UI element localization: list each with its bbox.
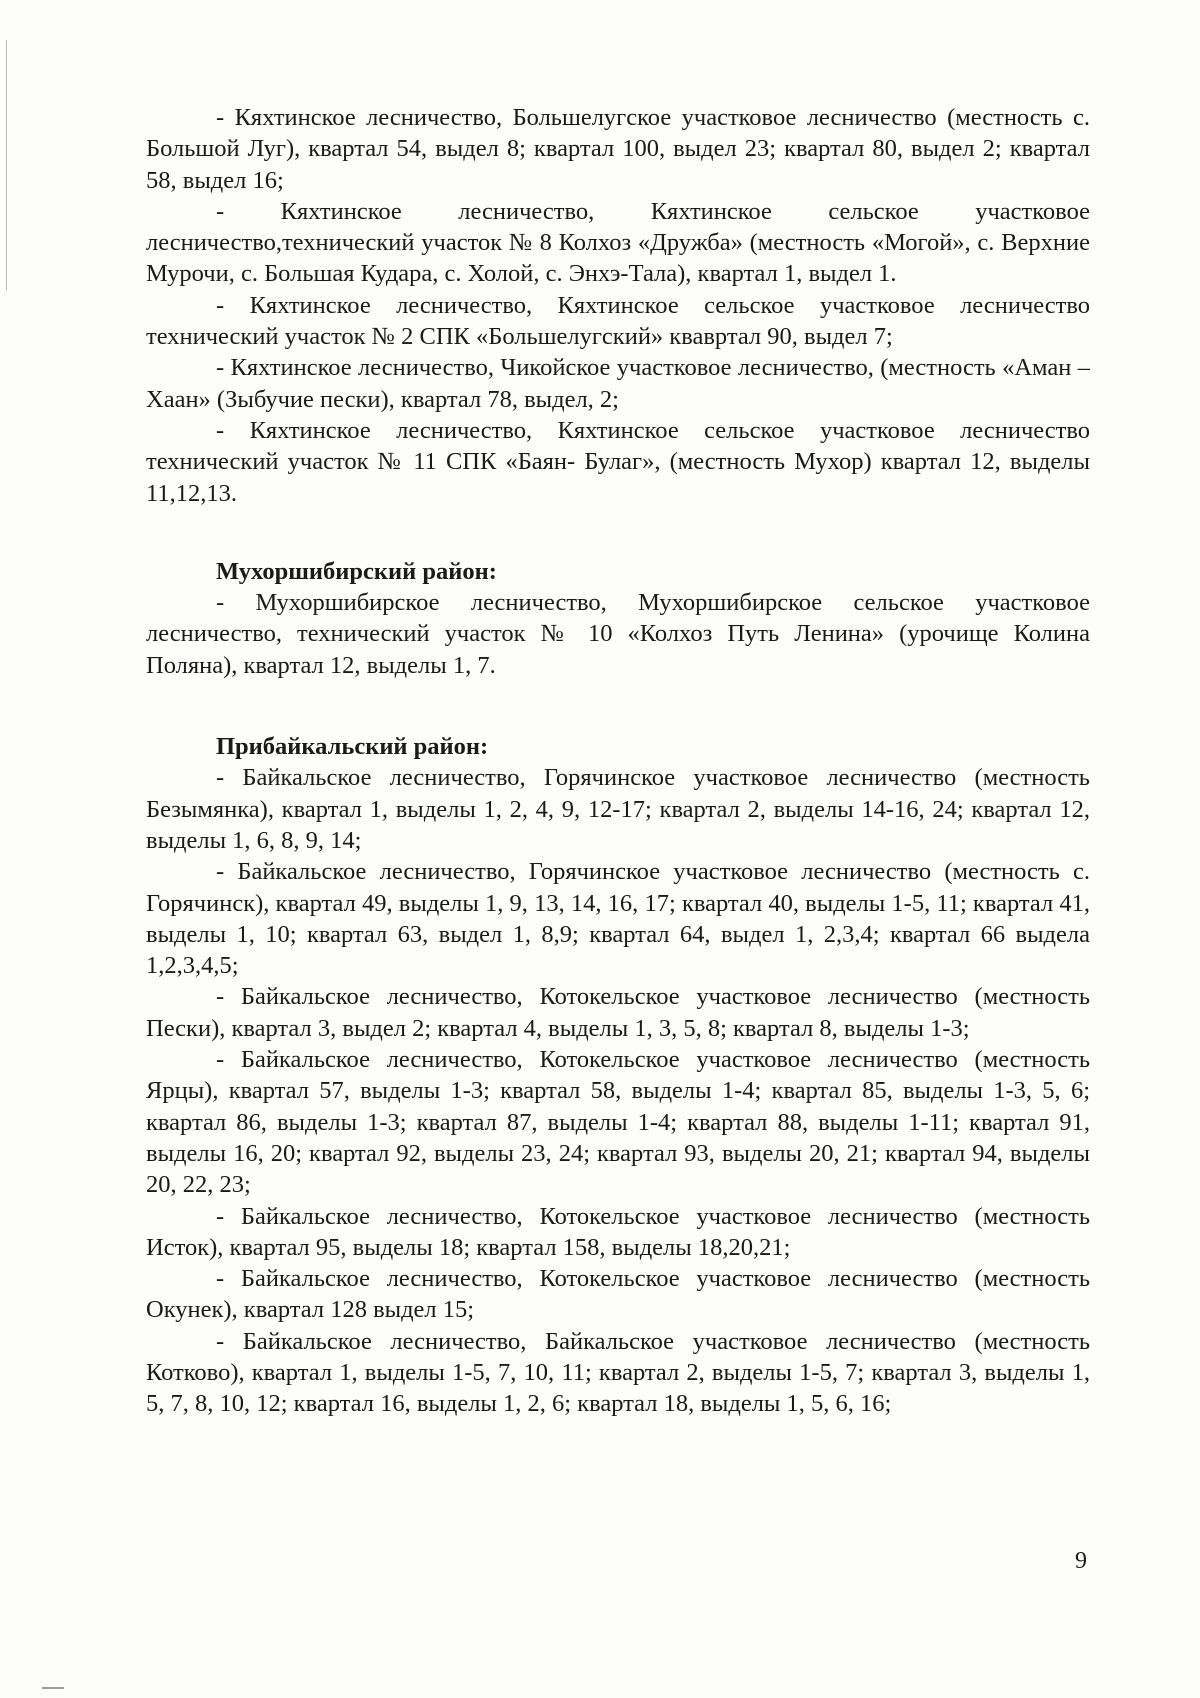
list-item: - Байкальское лесничество, Котокельское участковое лесничество (местность Окунек), квартал 128 выдел 15; [146,1265,1090,1324]
list-item: - Байкальское лесничество, Горячинское участковое лесничество (местность с. Горячинск), квартал 49, выделы 1, 9, 13, 14, 16, 17; квартал 40, выделы 1-5, 11; квартал 41, выделы 1, 10; квартал 63, выдел 1, 8,9; квартал 64, выдел 1, 2,3,4; квартал 66 выдела 1,2,3,4,5; [146,858,1090,980]
section-spacer [146,681,1090,731]
section-heading-mukhorshibir: Мухоршибирский район: [216,557,497,585]
section-spacer [146,509,1090,556]
list-item: - Мухоршибирское лесничество, Мухоршибирское сельское участковое лесничество, технический участок № 10 «Колхоз Путь Ленина» (урочище Колина Поляна), квартал 12, выделы 1, 7. [146,589,1090,679]
document-body [146,102,1090,1420]
list-item: - Кяхтинское лесничество, Большелугское участковое лесничество (местность с. Большой Луг), квартал 54, выдел 8; квартал 100, выдел 23; квартал 80, выдел 2; квартал 58, выдел 16; [146,104,1090,194]
page-number: 9 [1075,1548,1087,1574]
list-item: - Кяхтинское лесничество, Кяхтинское сельское участковое лесничество,технический участок № 8 Колхоз «Дружба» (местность «Могой», с. Верхние Мурочи, с. Большая Кудара, с. Холой, с. Энхэ-Тала), квартал 1, выдел 1. [146,197,1090,288]
section-heading-pribaikal: Прибайкальский район: [216,733,489,761]
scan-mark [42,1687,64,1689]
list-item: - Байкальское лесничество, Горячинское участковое лесничество (местность Безымянка), квартал 1, выделы 1, 2, 4, 9, 12-17; квартал 2, выделы 14-16, 24; квартал 12, выделы 1, 6, 8, 9, 14; [146,764,1090,854]
list-item: - Байкальское лесничество, Котокельское участковое лесничество (местность Ярцы), квартал 57, выделы 1-3; квартал 58, выделы 1-4; квартал 85, выделы 1-3, 5, 6; квартал 86, выделы 1-3; квартал 87, выделы 1-4; квартал 88, выделы 1-11; квартал 91, выделы 16, 20; квартал 92, выделы 23, 24; квартал 93, выделы 20, 21; квартал 94, выделы 20, 22, 23; [146,1046,1090,1199]
list-item: - Байкальское лесничество, Байкальское участковое лесничество (местность Котково), квартал 1, выделы 1-5, 7, 10, 11; квартал 2, выделы 1-5, 7; квартал 3, выделы 1, 5, 7, 8, 10, 12; квартал 16, выделы 1, 2, 6; квартал 18, выделы 1, 5, 6, 16; [146,1327,1090,1418]
list-item: - Кяхтинское лесничество, Кяхтинское сельское участковое лесничество технический участок № 2 СПК «Большелугский» квавртал 90, выдел 7; [146,291,1090,351]
list-item: - Байкальское лесничество, Котокельское участковое лесничество (местность Исток), квартал 95, выделы 18; квартал 158, выделы 18,20,21; [146,1202,1090,1261]
scan-edge-line [6,40,7,290]
list-item: - Кяхтинское лесничество, Кяхтинское сельское участковое лесничество технический участок № 11 СПК «Баян- Булаг», (местность Мухор) квартал 12, выделы 11,12,13. [146,416,1090,507]
list-item: - Байкальское лесничество, Котокельское участковое лесничество (местность Пески), квартал 3, выдел 2; квартал 4, выделы 1, 3, 5, 8; квартал 8, выделы 1-3; [146,983,1090,1042]
list-item: - Кяхтинское лесничество, Чикойское участковое лесничество, (местность «Аман –Хаан» (Зыбучие пески), квартал 78, выдел, 2; [146,354,1090,413]
